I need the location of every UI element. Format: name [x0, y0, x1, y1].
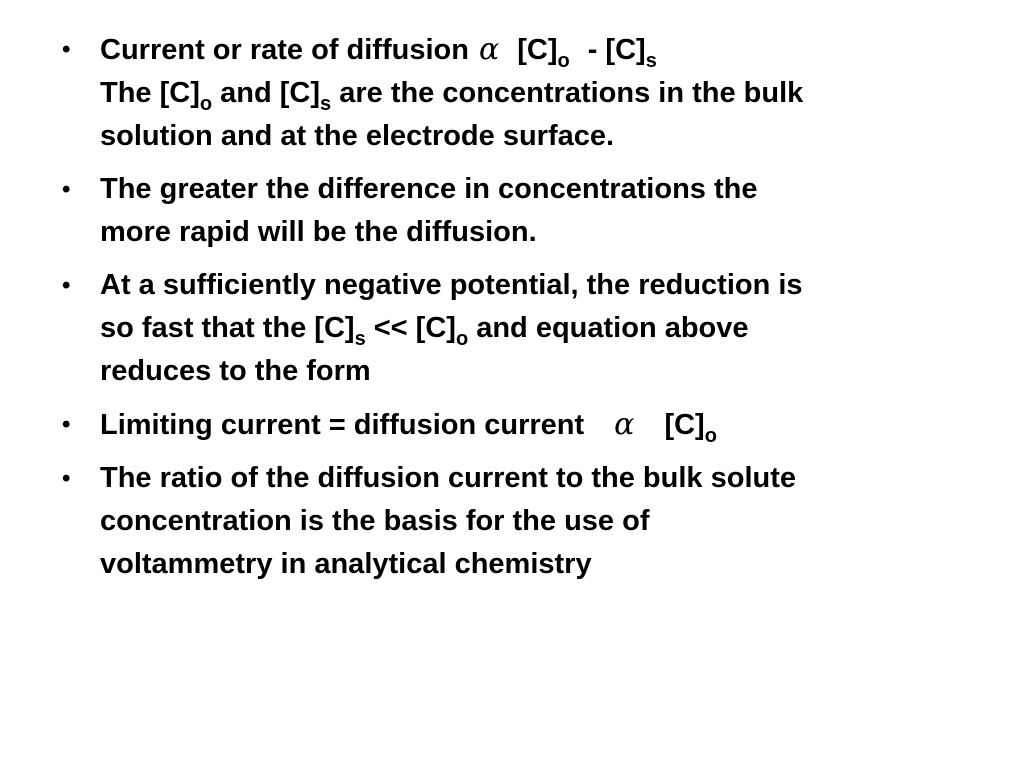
- text-segment: << [C]: [365, 312, 456, 344]
- bullet-icon: •: [62, 176, 71, 203]
- bullet-item-diffusion-rate: [62, 28, 962, 158]
- subscript-s: s: [645, 50, 657, 72]
- subscript-s: s: [320, 93, 332, 115]
- proportional-alpha-symbol: α: [614, 407, 635, 442]
- subscript-s: s: [354, 328, 366, 350]
- bullet-item-concentration-difference: [62, 168, 962, 254]
- subscript-o: o: [557, 50, 570, 72]
- bullet-icon: •: [62, 465, 71, 492]
- bullet-3-line-3: reduces to the form: [100, 355, 371, 387]
- bullet-5-line-1: The ratio of the diffusion current to the bulk solute: [100, 462, 796, 494]
- bullet-item-negative-potential: [62, 264, 962, 393]
- concentration-bulk: [C]: [517, 34, 558, 66]
- bullet-3-line-1: At a sufficiently negative potential, the reduction is: [100, 269, 803, 301]
- bullet-icon: •: [62, 36, 71, 63]
- bullet-1-line-2: [100, 72, 962, 115]
- bullet-5-line-2: concentration is the basis for the use of: [100, 505, 650, 537]
- text-segment: Limiting current = diffusion current: [100, 409, 585, 441]
- text-segment: and equation above: [468, 312, 749, 344]
- bullet-1-line-3: solution and at the electrode surface.: [100, 120, 615, 152]
- bullet-icon: •: [62, 272, 71, 299]
- text-segment: and [C]: [212, 77, 321, 109]
- concentration-surface: - [C]: [587, 34, 646, 66]
- bullet-list: [62, 28, 962, 596]
- subscript-o: o: [455, 328, 469, 350]
- text-segment: The [C]: [100, 77, 200, 109]
- bullet-item-ratio-basis: [62, 457, 962, 586]
- bullet-1-text: Current or rate of diffusion: [100, 34, 469, 66]
- concentration-bulk: [C]: [664, 409, 705, 441]
- bullet-4-line-1: [100, 403, 962, 447]
- bullet-2-line-2: more rapid will be the diffusion.: [100, 216, 537, 248]
- bullet-icon: •: [62, 411, 71, 438]
- bullet-item-limiting-current: [62, 403, 962, 447]
- proportional-alpha-symbol: α: [478, 32, 500, 67]
- bullet-5-line-3: voltammetry in analytical chemistry: [100, 548, 592, 580]
- bullet-1-line-1: [100, 28, 962, 72]
- subscript-o: o: [199, 93, 213, 115]
- text-segment: so fast that the [C]: [100, 312, 355, 344]
- subscript-o: o: [704, 425, 717, 447]
- bullet-2-line-1: The greater the difference in concentrations the: [100, 173, 758, 205]
- bullet-3-line-2: [100, 307, 962, 350]
- text-segment: are the concentrations in the bulk: [331, 77, 804, 109]
